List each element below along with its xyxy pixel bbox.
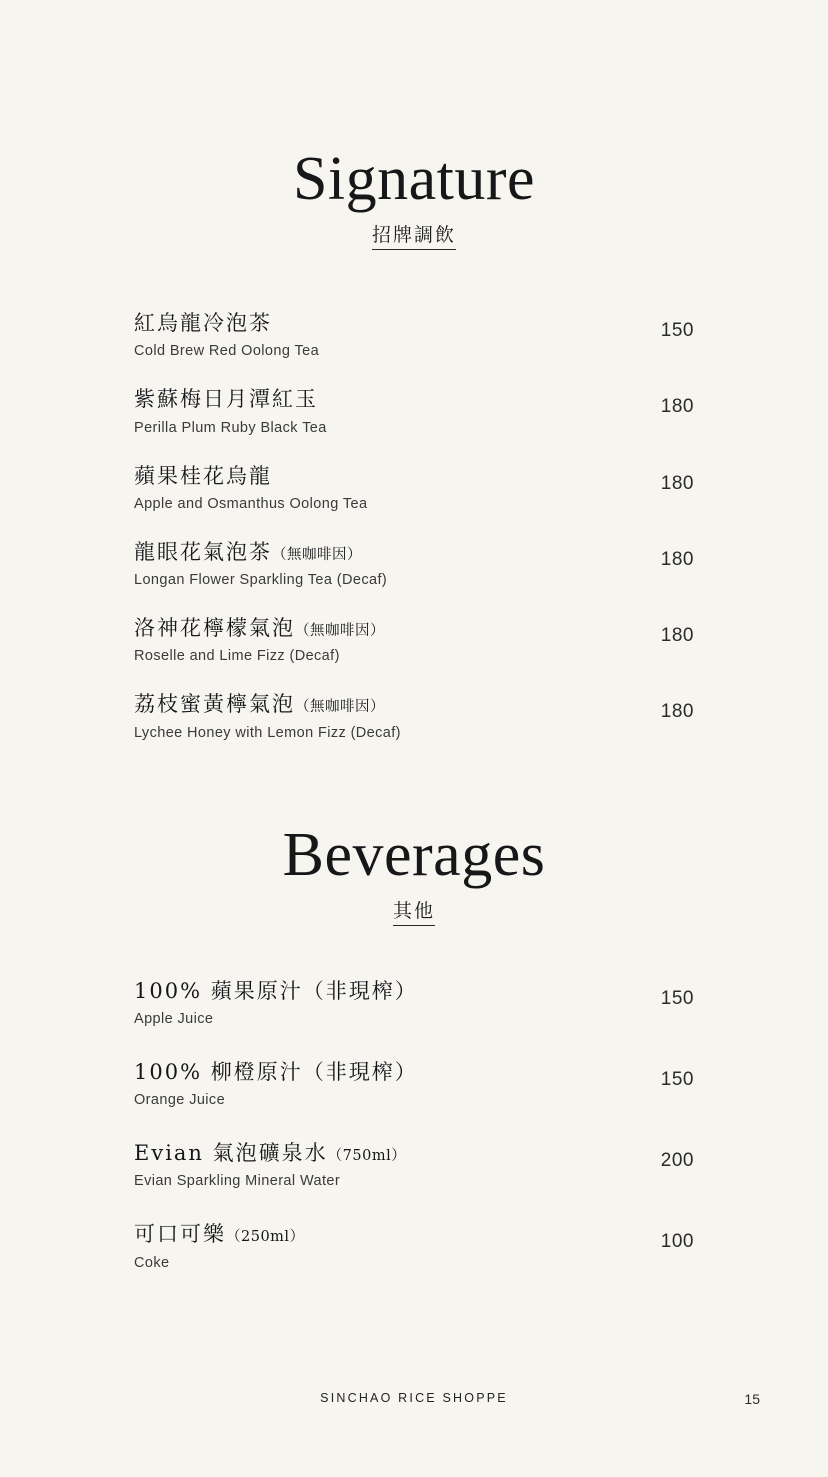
menu-item: [134, 978, 694, 1027]
menu-item: [134, 1140, 694, 1189]
signature-item-list: [134, 310, 694, 741]
menu-item-note: （無咖啡因）: [295, 699, 385, 716]
menu-item-price: 180: [660, 625, 694, 646]
menu-item-name-zh: [134, 978, 641, 1004]
page-number: 15: [744, 1391, 760, 1407]
menu-item-name-zh: [134, 691, 641, 717]
menu-item-name-en: Apple and Osmanthus Oolong Tea: [134, 495, 368, 512]
beverages-item-list: [134, 978, 694, 1271]
menu-item-note: （無咖啡因）: [272, 546, 362, 563]
menu-item-name-en: Longan Flower Sparkling Tea (Decaf): [134, 572, 388, 588]
signature-section-header: [0, 0, 828, 250]
menu-item-name-zh: [134, 463, 641, 489]
menu-item: [134, 1221, 694, 1270]
menu-item-name-zh-main: 蘋果桂花烏龍: [134, 463, 272, 488]
menu-item-name-zh-main: 紫蘇梅日月潭紅玉: [134, 387, 318, 412]
menu-item-text: [134, 1221, 661, 1270]
menu-item-price: 180: [660, 472, 694, 494]
menu-item: [134, 615, 694, 664]
footer-brand: SINCHAO RICE SHOPPE: [320, 1391, 508, 1405]
menu-item-text: [134, 691, 661, 740]
menu-item-text: [134, 615, 661, 664]
menu-item-name-zh: [134, 310, 641, 336]
menu-item-name-zh-main: Evian 氣泡礦泉水: [134, 1141, 328, 1165]
menu-item-name-zh-main: 洛神花檸檬氣泡: [134, 616, 295, 640]
menu-item-name-zh: [134, 539, 641, 565]
menu-item: [134, 691, 694, 740]
menu-item-name-zh: [134, 1140, 641, 1166]
menu-item-name-en: Orange Juice: [134, 1092, 226, 1108]
menu-item-name-zh-main: 100% 柳橙原汁（非現榨）: [134, 1059, 418, 1084]
menu-item-name-zh: [134, 1059, 641, 1085]
menu-item: [134, 463, 694, 512]
menu-item-price: 200: [660, 1150, 694, 1171]
menu-item-text: [134, 978, 661, 1027]
section-subtitle: 招牌調飲: [372, 220, 456, 250]
menu-item-name-en: Cold Brew Red Oolong Tea: [134, 343, 320, 360]
menu-item-price: 150: [660, 1068, 694, 1090]
menu-item-name-en: Lychee Honey with Lemon Fizz (Decaf): [134, 724, 401, 741]
menu-item-note: （無咖啡因）: [295, 623, 385, 639]
menu-item-text: [134, 1059, 661, 1108]
menu-item-text: [134, 386, 661, 435]
menu-item: [134, 386, 694, 435]
menu-item-text: [134, 463, 661, 512]
menu-item: [134, 539, 694, 588]
menu-item-name-en: Coke: [134, 1254, 170, 1271]
menu-item-name-zh: [134, 615, 641, 641]
menu-item-price: 180: [660, 548, 694, 570]
menu-item-note: （250ml）: [226, 1229, 305, 1246]
menu-item-price: 180: [660, 701, 694, 723]
menu-item-price: 150: [660, 987, 694, 1009]
menu-item: [134, 310, 694, 359]
section-title: Signature: [292, 145, 536, 213]
menu-item: [134, 1059, 694, 1108]
menu-item-text: [134, 539, 661, 588]
menu-item-note: （750ml）: [327, 1148, 407, 1164]
beverages-section-header: [0, 768, 828, 926]
menu-item-name-en: Evian Sparkling Mineral Water: [134, 1173, 341, 1190]
menu-item-name-en: Apple Juice: [134, 1010, 214, 1027]
menu-item-price: 150: [660, 320, 694, 341]
menu-item-text: [134, 310, 661, 359]
menu-item-name-zh-main: 紅烏龍冷泡茶: [134, 311, 272, 335]
menu-item-text: [134, 1140, 661, 1189]
menu-item-name-en: Roselle and Lime Fizz (Decaf): [134, 648, 340, 665]
menu-item-name-zh: [134, 386, 641, 412]
menu-item-price: 180: [660, 396, 694, 418]
menu-item-price: 100: [660, 1231, 694, 1253]
menu-item-name-zh-main: 100% 蘋果原汁（非現榨）: [134, 978, 418, 1003]
menu-item-name-zh-main: 龍眼花氣泡茶: [134, 539, 272, 564]
menu-item-name-en: Perilla Plum Ruby Black Tea: [134, 419, 327, 436]
menu-item-name-zh-main: 可口可樂: [134, 1222, 226, 1247]
menu-item-name-zh-main: 荔枝蜜黃檸氣泡: [134, 692, 295, 717]
menu-item-name-zh: [134, 1221, 641, 1247]
section-title: Beverages: [282, 820, 546, 889]
section-subtitle: 其他: [393, 896, 435, 926]
page-footer: [0, 1391, 828, 1411]
